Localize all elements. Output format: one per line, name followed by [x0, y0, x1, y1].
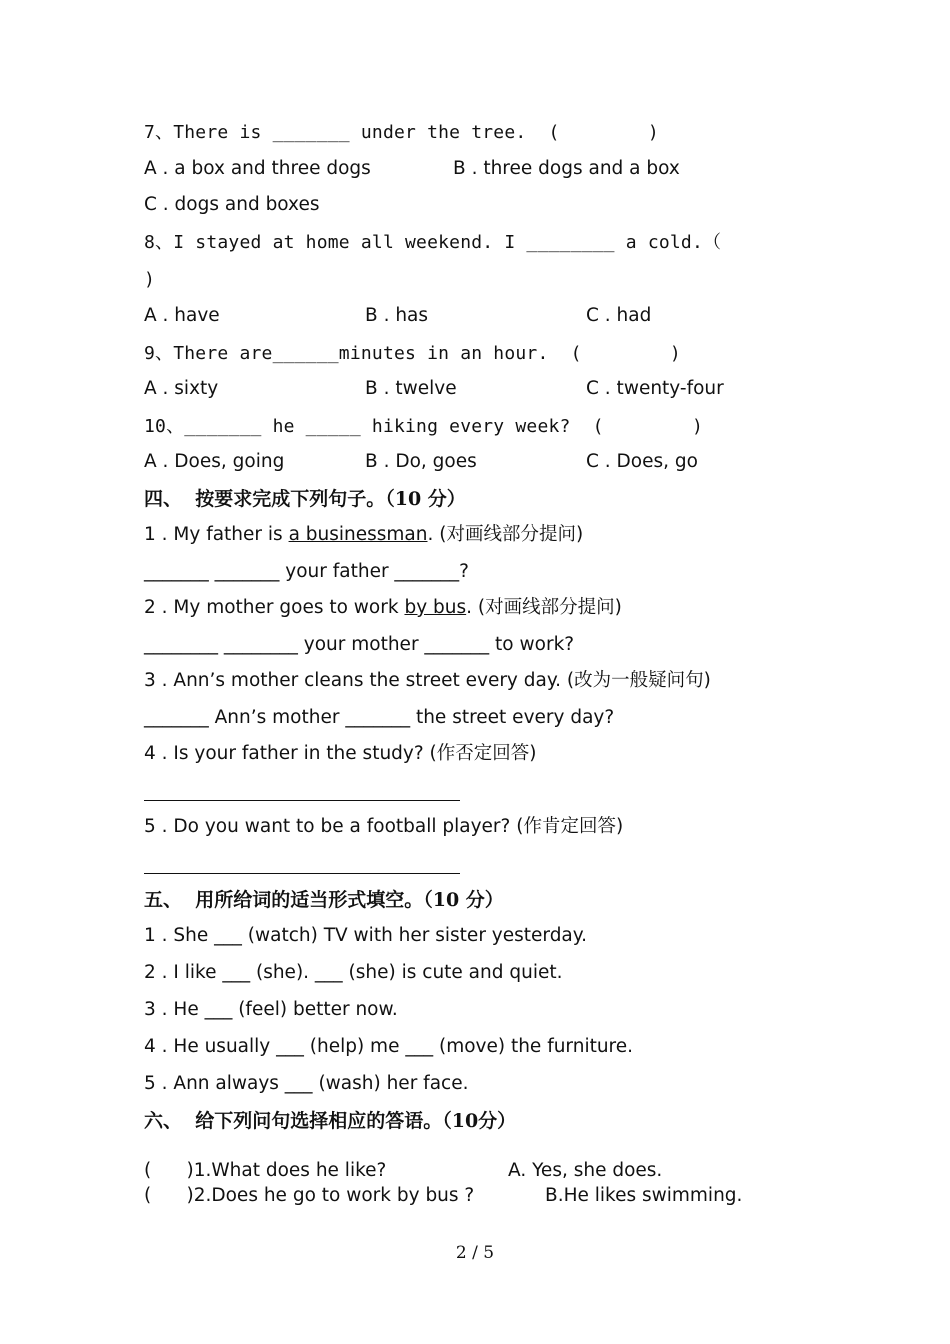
s4-item-3-answer: _______ Ann’s mother _______ the street every day? [144, 707, 615, 728]
s5-item-2: 2 . I like ___ (she). ___ (she) is cute and quiet. [144, 962, 563, 983]
q10-option-b: B . Do, goes [365, 451, 477, 472]
s4-item-4-answer-line [144, 800, 460, 801]
q9-stem: 9、There are______minutes in an hour. ( ) [144, 343, 681, 364]
s4-item-1-underlined: a businessman [288, 524, 428, 545]
s6-row-1-answer: A. Yes, she does. [508, 1160, 663, 1181]
s4-item-5-answer-line [144, 873, 460, 874]
q7-option-c: C . dogs and boxes [144, 194, 320, 215]
section-4-heading: 四、 按要求完成下列句子。（10 分） [144, 488, 466, 510]
s4-item-1-post: . (对画线部分提问) [427, 524, 584, 545]
q8-stem: 8、I stayed at home all weekend. I ________ a cold.（ [144, 232, 722, 253]
s4-item-3: 3 . Ann’s mother cleans the street every day. (改为一般疑问句) [144, 670, 711, 691]
s6-row-2-answer: B.He likes swimming. [545, 1185, 743, 1206]
page-number: 2 / 5 [455, 1243, 495, 1263]
q8-stem-cont: ) [144, 269, 156, 290]
section-6-heading: 六、 给下列问句选择相应的答语。（10分） [144, 1110, 517, 1132]
s6-row-2-question: ( )2.Does he go to work by bus ? [144, 1185, 475, 1206]
s4-item-1-pre: 1 . My father is [144, 524, 289, 545]
s5-item-1: 1 . She ___ (watch) TV with her sister yesterday. [144, 925, 587, 946]
q7-stem: 7、There is _______ under the tree. ( ) [144, 122, 659, 143]
q10-option-c: C . Does, go [586, 451, 698, 472]
section-5-heading: 五、 用所给词的适当形式填空。（10 分） [144, 889, 504, 911]
s4-item-2-answer: ________ ________ your mother _______ to work? [144, 634, 575, 655]
s5-item-4: 4 . He usually ___ (help) me ___ (move) the furniture. [144, 1036, 634, 1057]
q7-option-b: B . three dogs and a box [453, 158, 680, 179]
q8-option-a: A . have [144, 305, 220, 326]
s4-item-2-underlined: by bus [404, 597, 467, 618]
s4-item-2-post: . (对画线部分提问) [466, 597, 622, 618]
q8-option-c: C . had [586, 305, 652, 326]
s4-item-5: 5 . Do you want to be a football player? (作肯定回答) [144, 816, 624, 837]
q7-option-a: A . a box and three dogs [144, 158, 371, 179]
q9-option-b: B . twelve [365, 378, 457, 399]
s5-item-3: 3 . He ___ (feel) better now. [144, 999, 398, 1020]
s4-item-4: 4 . Is your father in the study? (作否定回答) [144, 743, 537, 764]
q9-option-c: C . twenty-four [586, 378, 724, 399]
q9-option-a: A . sixty [144, 378, 219, 399]
s4-item-1-answer: _______ _______ your father _______? [144, 561, 470, 582]
s4-item-1 [144, 523, 583, 547]
s4-item-2-pre: 2 . My mother goes to work [144, 597, 405, 618]
s6-row-1-question: ( )1.What does he like? [144, 1160, 387, 1181]
s5-item-5: 5 . Ann always ___ (wash) her face. [144, 1073, 469, 1094]
s4-item-2 [144, 596, 622, 620]
q8-option-b: B . has [365, 305, 429, 326]
q10-option-a: A . Does, going [144, 451, 285, 472]
q10-stem: 10、_______ he _____ hiking every week? ( ) [144, 416, 704, 437]
